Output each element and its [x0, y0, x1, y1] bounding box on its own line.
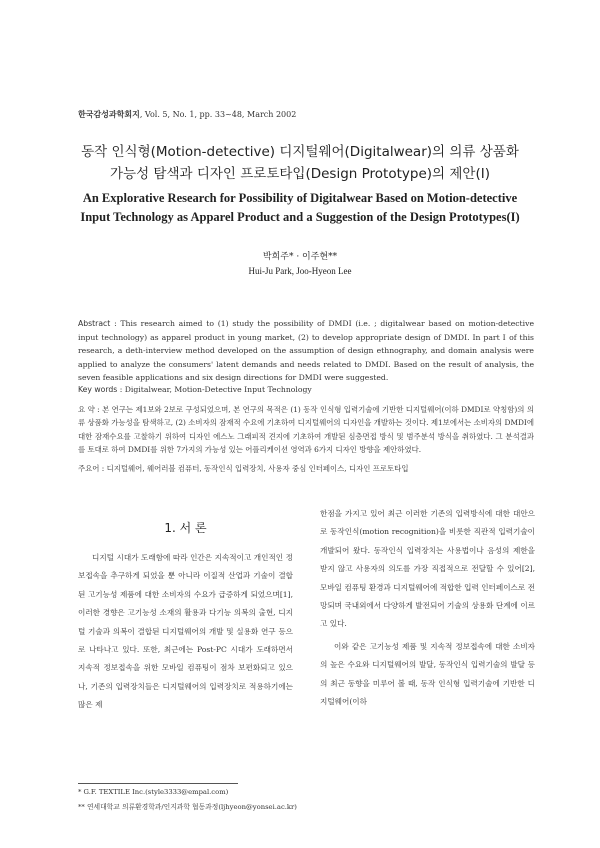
footnote-divider	[78, 783, 238, 784]
footnote-1: * G.F. TEXTILE Inc.(style3333@empal.com)	[78, 788, 229, 796]
body-left-column	[78, 549, 293, 715]
journal-citation: , Vol. 5, No. 1, pp. 33~48, March 2002	[139, 110, 297, 119]
english-title-line2: Input Technology as Apparel Product and a Suggestion of the Design Prototypes(I)	[80, 210, 520, 224]
body-paragraph: 한점을 가지고 있어 최근 이러한 기존의 입력방식에 대한 대안으로 동작인식(motion recognition)을 비롯한 직관적 입력기술이 개발되어 왔다. 동작인식 입력장치는 사용법이나 음성의 제한을 받지 않고 사용자의 의도를 가장 직접적으로 전달할 수 있어[2], 모바일 컴퓨팅 환경과 디지털웨어에 적합한 입력 인터페이스로 전망되며 국내외에서 다양하게 발전되어 기술의 상용화 단계에 이르고 있다.	[320, 509, 535, 629]
korean-title-line1: 동작 인식형(Motion-detective) 디지털웨어(Digitalwear)의 의류 상품화	[81, 144, 519, 160]
keywords-label: Key words	[78, 385, 118, 394]
summary-text: : 본 연구는 제1보와 2보로 구성되었으며, 본 연구의 목적은 (1) 동작 인식형 입력기술에 기반한 디지털웨어(이하 DMDI로 약칭함)의 의류 상품화 가능성을 탐색하고, (2) 소비자의 잠재적 수요에 기초하여 디지털웨어의 디자인을 개발하는 것이다. 제1보에서는 소비자의 DMDI에 대한 잠재수요를 고찰하기 위하여 디자인 에스노 그래피적 견지에 기초하여 개발된 심층면접 방식 및 범주분석 방식을 취하였다. 그 분석결과를 토대로 하여 DMDI를 위한 7가지의 가능성 있는 어플리케이션 영역과 6가지 디자인 방향을 제안하였다.	[78, 405, 534, 455]
abstract	[78, 317, 534, 385]
abstract-text: : This research aimed to (1) study the possibility of DMDI (i.e. ; digitalwear based on motion-detective input technology) as apparel product in young market, (2) to develop appropriate design of DMDI. In part Ⅰ of this research, a deth-interview method developed on the assumption of design ethnography, and domain analysis were applied to analyze the consumers' latent demands and needs related to DMDI. Based on the result of analysis, the seven feasible applications and six design directions for DMDI were suggested.	[78, 319, 535, 383]
body-right-column	[320, 505, 535, 711]
english-title-line1: An Explorative Research for Possibility of Digitalwear Based on Motion-detective	[82, 191, 518, 205]
abstract-label: Abstract	[78, 319, 111, 328]
main-keywords-label: 주요어	[78, 464, 100, 473]
summary-label: 요 약	[78, 405, 95, 414]
main-keywords-text: : 디지털웨어, 웨어러블 컴퓨터, 동작인식 입력장치, 사용자 중심 인터페이스, 디자인 프로토타입	[101, 464, 409, 473]
journal-name: 한국감성과학회지	[78, 110, 140, 119]
section-heading: 1. 서 론	[164, 521, 207, 535]
footnote-2: ** 연세대학교 의류환경학과/인지과학 협동과정(ljhyeon@yonsei.ac.kr)	[78, 803, 297, 811]
body-paragraph: 이와 같은 고기능성 제품 및 지속적 정보접속에 대한 소비자의 높은 수요와 디지털웨어의 발달, 동작인식 입력기술의 발달 등의 최근 동향을 미루어 볼 때, 동작 인식형 입력기술에 기반한 디지털웨어(이하	[320, 641, 535, 707]
authors-english: Hui-Ju Park, Joo-Hyeon Lee	[248, 266, 352, 276]
keywords	[78, 384, 534, 396]
keywords-text: : Digitalwear, Motion-Detective Input Technology	[119, 385, 312, 394]
authors-korean: 박희주* · 이주현**	[262, 252, 338, 262]
english-title	[60, 189, 540, 227]
korean-title	[60, 141, 540, 185]
journal-header	[78, 109, 296, 120]
korean-summary	[78, 403, 534, 457]
main-keywords	[78, 462, 534, 475]
body-paragraph: 디지털 시대가 도래함에 따라 인간은 지속적이고 개인적인 정보접속을 추구하게 되었을 뿐 아니라 이질적 산업과 기술이 결합된 고기능성 제품에 대한 소비자의 수요가 급증하게 되었으며[1], 이러한 경향은 고기능성 소재의 활용과 다기능 의복의 출현, 디지털 기술과 의복이 결합된 디지털웨어의 개발 및 실용화 연구 등으로 나타나고 있다. 또한, 최근에는 Post-PC 시대가 도래하면서 지속적 정보접속을 위한 모바일 컴퓨팅이 점차 보편화되고 있으나, 기존의 입력장치들은 디지털웨어의 입력장치로 적용하기에는 많은 제	[78, 553, 293, 710]
korean-title-line2: 가능성 탐색과 디자인 프로토타입(Design Prototype)의 제안(I)	[110, 166, 490, 182]
